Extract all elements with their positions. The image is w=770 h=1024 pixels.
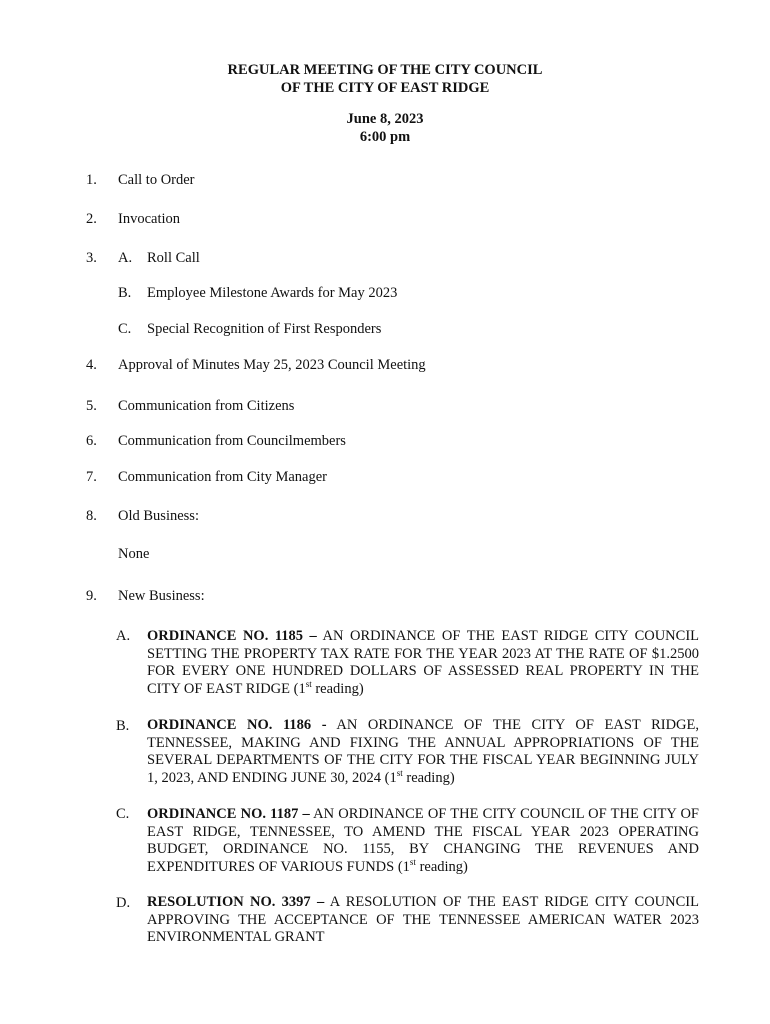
item-title: ORDINANCE NO. 1187 – xyxy=(147,806,310,822)
agenda-item-councilmembers: Communication from Councilmembers xyxy=(118,433,346,449)
new-business-letter: D. xyxy=(116,895,131,911)
new-business-letter: B. xyxy=(116,718,130,734)
new-business-letter: A. xyxy=(116,628,131,644)
agenda-item-number: 4. xyxy=(86,357,97,373)
item-sup: st xyxy=(305,678,312,689)
sub-item-letter: B. xyxy=(118,285,132,301)
agenda-item-number: 7. xyxy=(86,469,97,485)
item-body: A RESOLUTION OF THE EAST RIDGE CITY COUNCIL APPROVING THE ACCEPTANCE OF THE TENNESSEE AMERICAN WATER 2023 ENVIRONMENTAL GRANT xyxy=(147,894,699,946)
item-body: AN ORDINANCE OF THE CITY OF EAST RIDGE, TENNESSEE, MAKING AND FIXING THE ANNUAL APPROPRIATIONS OF THE SEVERAL DEPARTMENTS OF THE CITY FOR THE FISCAL YEAR BEGINNING JULY 1, 2023, AND ENDING JUNE 30, 2024 (1 xyxy=(147,717,700,786)
meeting-subtitle: OF THE CITY OF EAST RIDGE xyxy=(280,80,490,96)
item-title: RESOLUTION NO. 3397 – xyxy=(147,894,325,910)
meeting-title: REGULAR MEETING OF THE CITY COUNCIL xyxy=(227,62,543,78)
item-tail: reading) xyxy=(402,769,455,786)
sub-item-milestone-awards: Employee Milestone Awards for May 2023 xyxy=(147,285,398,301)
agenda-item-new-business: New Business: xyxy=(118,588,205,604)
sub-item-roll-call: Roll Call xyxy=(147,250,200,266)
sub-item-special-recognition: Special Recognition of First Responders xyxy=(147,321,382,337)
agenda-item-number: 3. xyxy=(86,250,97,266)
agenda-item-number: 6. xyxy=(86,433,97,449)
agenda-item-old-business: Old Business: xyxy=(118,508,199,524)
agenda-item-number: 1. xyxy=(86,172,97,188)
new-business-item-ordinance-1186 xyxy=(147,717,699,787)
new-business-item-resolution-3397 xyxy=(147,894,699,947)
meeting-date: June 8, 2023 xyxy=(346,111,424,127)
item-tail: reading) xyxy=(415,858,468,875)
meeting-time: 6:00 pm xyxy=(359,129,411,145)
agenda-item-city-manager: Communication from City Manager xyxy=(118,469,328,485)
new-business-letter: C. xyxy=(116,806,130,822)
item-sup: st xyxy=(396,767,403,778)
agenda-item-number: 2. xyxy=(86,211,97,227)
agenda-item-approval-of-minutes: Approval of Minutes May 25, 2023 Council Meeting xyxy=(118,357,426,373)
item-title: ORDINANCE NO. 1186 - xyxy=(147,717,327,733)
agenda-item-citizens: Communication from Citizens xyxy=(118,398,295,414)
agenda-item-invocation: Invocation xyxy=(118,211,181,227)
old-business-note: None xyxy=(118,546,150,562)
item-body: AN ORDINANCE OF THE CITY COUNCIL OF THE CITY OF EAST RIDGE, TENNESSEE, TO AMEND THE FISCAL YEAR 2023 OPERATING BUDGET, ORDINANCE NO. 1155, BY CHANGING THE REVENUES AND EXPENDITURES OF VARIOUS FUNDS (1 xyxy=(147,806,699,875)
item-tail: reading) xyxy=(311,680,364,697)
item-sup: st xyxy=(409,856,416,867)
agenda-item-number: 8. xyxy=(86,508,97,524)
new-business-item-ordinance-1187 xyxy=(147,806,699,876)
sub-item-letter: C. xyxy=(118,321,132,337)
agenda-item-number: 9. xyxy=(86,588,97,604)
new-business-item-ordinance-1185 xyxy=(147,628,699,698)
agenda-item-call-to-order: Call to Order xyxy=(118,172,195,188)
sub-item-letter: A. xyxy=(118,250,133,266)
agenda-item-number: 5. xyxy=(86,398,97,414)
item-body: AN ORDINANCE OF THE EAST RIDGE CITY COUNCIL SETTING THE PROPERTY TAX RATE FOR THE YEAR 2023 AT THE RATE OF $1.2500 FOR EVERY ONE HUNDRED DOLLARS OF ASSESSED REAL PROPERTY IN THE CITY OF EAST RIDGE (1 xyxy=(147,628,700,697)
item-title: ORDINANCE NO. 1185 – xyxy=(147,628,317,644)
